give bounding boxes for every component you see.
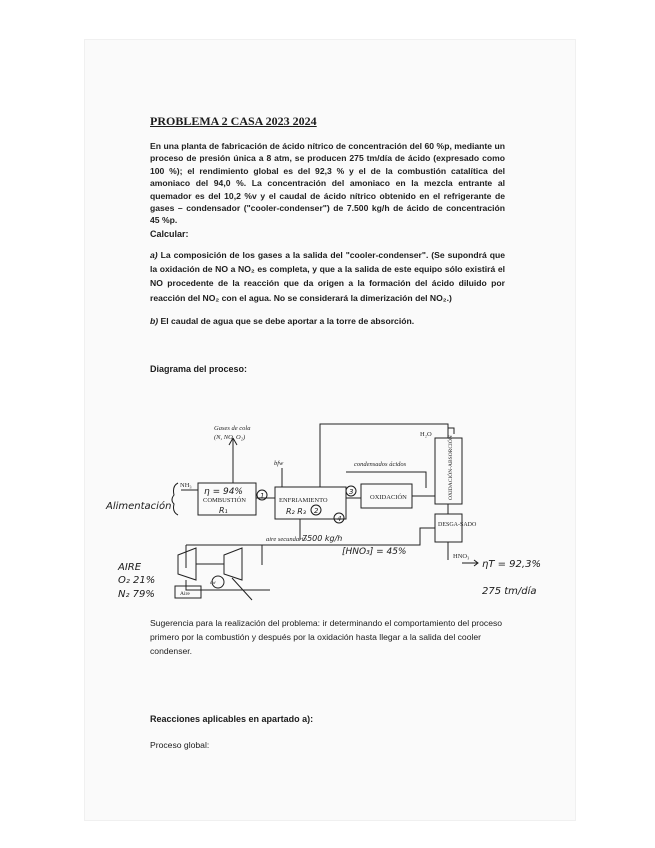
calcular-label: Calcular: — [150, 229, 189, 239]
hand-alimentacion: Alimentación — [106, 501, 172, 512]
oxidacion-label: OXIDACIÓN — [370, 494, 407, 501]
hand-n2: N₂ 79% — [118, 589, 155, 600]
aire-secundario-label: aire secundario — [266, 536, 307, 543]
hand-o2: O₂ 21% — [118, 575, 156, 586]
turbine-icon — [224, 548, 242, 580]
problem-statement: En una planta de fabricación de ácido nítrico de concentración del 60 %p, mediante un proceso de presión única a 8 atm, se producen 275 tm/día de ácido (expresado como 100 %); el rendimiento global es del 92,3 % y el de la combustión catalítica del amoniaco del 94,0 %. La concentración del amoniaco en la mezcla entrante al quemador es del 10,2 %v y el caudal de ácido nítrico obtenido en el refrigerante de gases – condensador ("cooler-condenser") de 7.500 kg/h de ácido de concentración 45 %p. — [150, 141, 505, 226]
hand-eta-total: ηT = 92,3% — [482, 559, 541, 570]
diagram-label: Diagrama del proceso: — [150, 364, 248, 374]
question-b-text: El caudal de agua que se debe aportar a la torre de absorción. — [160, 316, 415, 326]
enfriamiento-label: ENFRIAMIENTO — [279, 497, 328, 504]
hand-c1: 1 — [260, 492, 265, 500]
hand-c4: 4 — [337, 515, 342, 523]
gases-cola-sub: (N, NO, O₂) — [214, 434, 246, 441]
desgasado-box — [435, 514, 462, 542]
compressor-icon — [178, 548, 196, 580]
hand-c2: 2 — [314, 507, 319, 515]
question-a-prefix: a) — [150, 250, 158, 260]
problem-title: PROBLEMA 2 CASA 2023 2024 — [150, 114, 317, 128]
hand-flow: 7500 kg/h — [302, 534, 343, 543]
reactions-label: Reacciones aplicables en apartado a): — [150, 714, 314, 724]
hand-c3: 3 — [349, 488, 354, 496]
hand-brace — [172, 483, 178, 515]
cw-label: cw — [210, 581, 216, 586]
condensados-label: condensados ácidos — [354, 461, 407, 468]
global-process-label: Proceso global: — [150, 740, 210, 750]
hand-r2r3: R₂ R₃ — [286, 507, 307, 516]
combustion-label: COMBUSTIÓN — [203, 497, 246, 504]
hand-r1: R₁ — [219, 506, 228, 515]
hand-production: 275 tm/día — [482, 586, 537, 597]
hno3-label: HNO₃ — [453, 553, 470, 560]
desgasado-label: DESGA-SADO — [438, 522, 477, 528]
hand-conc: [HNO₃] = 45% — [342, 547, 407, 557]
suggestion-text: Sugerencia para la realización del problema: ir determinando el comportamiento del proceso primero por la combustión y después por la oxidación hasta llegar a la salida del cooler condenser. — [150, 618, 503, 656]
question-a-text: La composición de los gases a la salida del "cooler-condenser". (Se supondrá que la oxidación de NO a NO₂ es completa, y que a la salida de este equipo sólo existirá el NO procedente de la reacción que da origen a la formación del ácido diluido por reacción del NO₂ con el agua. No se considerará la dimerización del NO₂.) — [150, 250, 506, 303]
oxidacion-absorcion-label: OXIDACIÓN-ABSORCIÓN — [448, 435, 454, 500]
hand-aire: AIRE — [118, 562, 142, 573]
aire-label: Aire — [180, 591, 190, 597]
question-b-prefix: b) — [150, 316, 159, 326]
bfw-label: bfw — [274, 460, 284, 467]
nh3-label: NH₃ — [180, 482, 192, 489]
hand-eta-combustion: η = 94% — [204, 487, 243, 497]
h2o-label: H₂O — [420, 431, 432, 438]
gases-cola-label: Gases de cola — [214, 425, 251, 432]
